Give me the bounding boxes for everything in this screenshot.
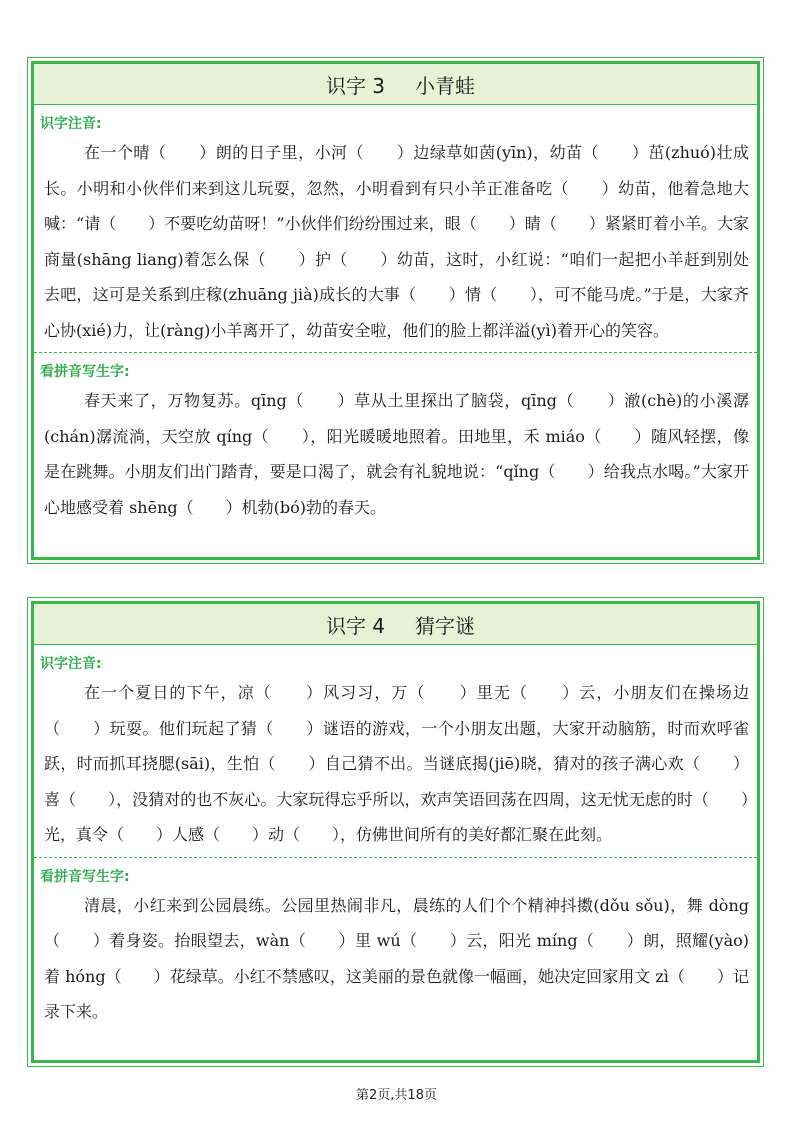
lesson-3-pinyin-heading: 看拼音写生字: (40, 364, 130, 380)
lesson-4-annotate-text: 在一个夏日的下午，凉（ ）风习习，万（ ）里无（ ）云，小朋友们在操场边（ ）玩耍。他们玩起了猜（ ）谜语的游戏，一个小朋友出题，大家开动脑筋，时而欢呼雀跃，时而抓耳挠腮(sāi)，生怕（ ）自己猜不出。当谜底揭(jiē)晓，猜对的孩子满心欢（ ）喜（ ），没猜对的也不灰心。大家玩得忘乎所以，欢声笑语回荡在四周，这无忧无虑的时（ ）光，真令（ ）人感（ ）动（ ），仿佛世间所有的美好都汇聚在此刻。 (44, 683, 749, 844)
lesson-4-title (34, 604, 757, 645)
lesson-3-name: 小青蛙 (415, 73, 476, 98)
lesson-3-pinyin-text: 春天来了，万物复苏。qīng（ ）草从土里探出了脑袋，qīng（ ）澈(chè)的小溪潺(chán)潺流淌，天空放 qíng（ ），阳光暖暖地照着。田地里，禾 miáo（ ）随风轻摆，像是在跳舞。小朋友们出门踏青，要是口渴了，就会有礼貌地说：“qǐng（ ）给我点水喝。”大家开心地感受着 shēng（ ）机勃(bó)勃的春天。 (44, 391, 749, 517)
lesson-4-annotate-heading: 识字注音: (40, 656, 102, 672)
lesson-4-pinyin-text: 清晨，小红来到公园晨练。公园里热闹非凡，晨练的人们个个精神抖擞(dǒu sǒu)，舞 dòng（ ）着身姿。抬眼望去，wàn（ ）里 wú（ ）云，阳光 míng（ ）朗，照耀(yào)着 hóng（ ）花绿草。小红不禁感叹，这美丽的景色就像一幅画，她决定回家用文 zì（ ）记录下来。 (44, 895, 749, 1021)
lesson-3-annotate-heading: 识字注音: (40, 116, 102, 132)
lesson-3-frame (31, 61, 760, 560)
lesson-4-pinyin-heading: 看拼音写生字: (40, 868, 130, 885)
lesson-4-card (27, 597, 764, 1067)
lesson-3-title (34, 64, 757, 105)
lesson-4-name: 猜字谜 (415, 613, 476, 638)
lesson-3-annotate-text: 在一个晴（ ）朗的日子里，小河（ ）边绿草如茵(yīn)，幼苗（ ）茁(zhuó)壮成长。小明和小伙伴们来到这儿玩耍，忽然，小明看到有只小羊正准备吃（ ）幼苗，他着急地大喊：“请（ ）不要吃幼苗呀！”小伙伴们纷纷围过来，眼（ ）睛（ ）紧紧盯着小羊。大家商量(shāng liang)着怎么保（ ）护（ ）幼苗，这时，小红说：“咱们一起把小羊赶到别处去吧，这可是关系到庄稼(zhuāng jià)成长的大事（ ）情（ ），可不能马虎。”于是，大家齐心协(xié)力，让(ràng)小羊离开了，幼苗安全啦，他们的脸上都洋溢(yì)着开心的笑容。 (44, 143, 749, 340)
lesson-3-card (27, 57, 764, 564)
lesson-4-label: 识字 4 (325, 613, 386, 638)
lesson-3-label: 识字 3 (325, 73, 386, 98)
page-number: 第2页,共18页 (356, 1088, 437, 1103)
lesson-4-frame (31, 601, 760, 1063)
